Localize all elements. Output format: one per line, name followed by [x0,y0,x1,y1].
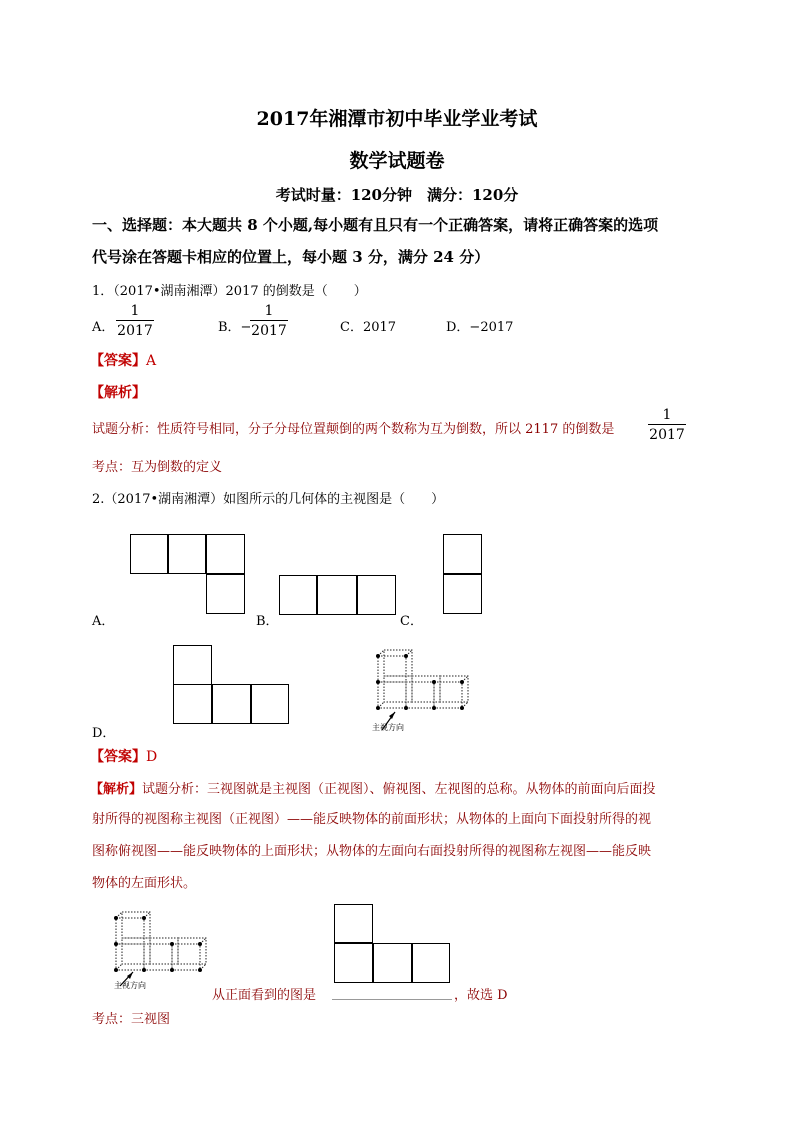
q2-analysis-line3: 图称俯视图——能反映物体的上面形状；从物体的左面向右面投射所得的视图称左视图——能反映 [92,844,652,859]
q1-knowledge-point: 考点：互为倒数的定义 [92,460,223,475]
q1-option-a-numerator: 1 [130,303,140,319]
q2-analysis-line2: 射所得的视图称主视图（正视图）——能反映物体的前面形状；从物体的上面向下面投射所得的视 [92,812,652,827]
q1-option-b-denominator: 2017 [251,323,287,339]
q1-option-d: D．−2017 [446,320,514,335]
q2-answer-value: D [146,749,158,765]
q1-answer-value: A [146,353,157,369]
q1-option-a-denominator: 2017 [117,323,153,339]
q2-analysis-text: 试题分析：三视图就是主视图（正视图）、俯视图、左视图的总称。从物体的前面向后面投 [142,782,656,797]
q1-option-b-label: B．− [218,320,252,335]
q2-conclusion-suffix: ，故选 D [454,988,508,1003]
page-subtitle: 数学试题卷 [349,150,445,172]
square [334,904,373,943]
q2-conclusion-prefix: 从正面看到的图是 [212,988,317,1003]
answer-blank-line [332,999,452,1000]
q1-option-b-numerator: 1 [264,303,274,319]
q1-answer-label: 【答案】 [90,353,146,369]
q2-option-d-label: D． [92,726,116,741]
q1-analysis-numerator: 1 [662,407,672,423]
q2-view-direction-label: 主视方向 [372,723,404,732]
section-heading-line1: 一、选择题：本大题共 8 个小题,每小题有且只有一个正确答案，请将正确答案的选项 [92,216,659,234]
q1-option-a-label: A． [92,320,115,335]
q2-option-c-label: C． [400,614,423,629]
square [334,943,373,983]
square [412,943,450,983]
q2-knowledge-point: 考点：三视图 [92,1012,171,1027]
q1-analysis-text: 试题分析：性质符号相同，分子分母位置颠倒的两个数称为互为倒数，所以 2117 的倒数是 [92,422,615,437]
square [373,943,412,983]
q2-stem: 2.（2017•湖南湘潭）如图所示的几何体的主视图是（ ） [92,492,445,507]
exam-info: 考试时量：120分钟 满分：120分 [275,186,519,204]
q1-analysis-label: 【解析】 [90,385,146,401]
q2-analysis-label: 【解析】 [90,782,143,797]
q1-option-c: C．2017 [340,320,397,335]
q1-stem: 1．（2017•湖南湘潭）2017 的倒数是（ ） [92,284,367,299]
section-heading-line2: 代号涂在答题卡相应的位置上，每小题 3 分，满分 24 分） [92,248,490,266]
q2-option-b-label: B． [256,614,279,629]
q2-option-a-label: A． [92,614,115,629]
q1-analysis-denominator: 2017 [649,427,685,443]
q2-analysis-line4: 物体的左面形状。 [92,876,197,891]
q2-analysis-view-direction-label: 主视方向 [114,981,146,990]
page-title: 2017年湘潭市初中毕业学业考试 [256,108,538,130]
q2-answer-label: 【答案】 [90,749,146,765]
